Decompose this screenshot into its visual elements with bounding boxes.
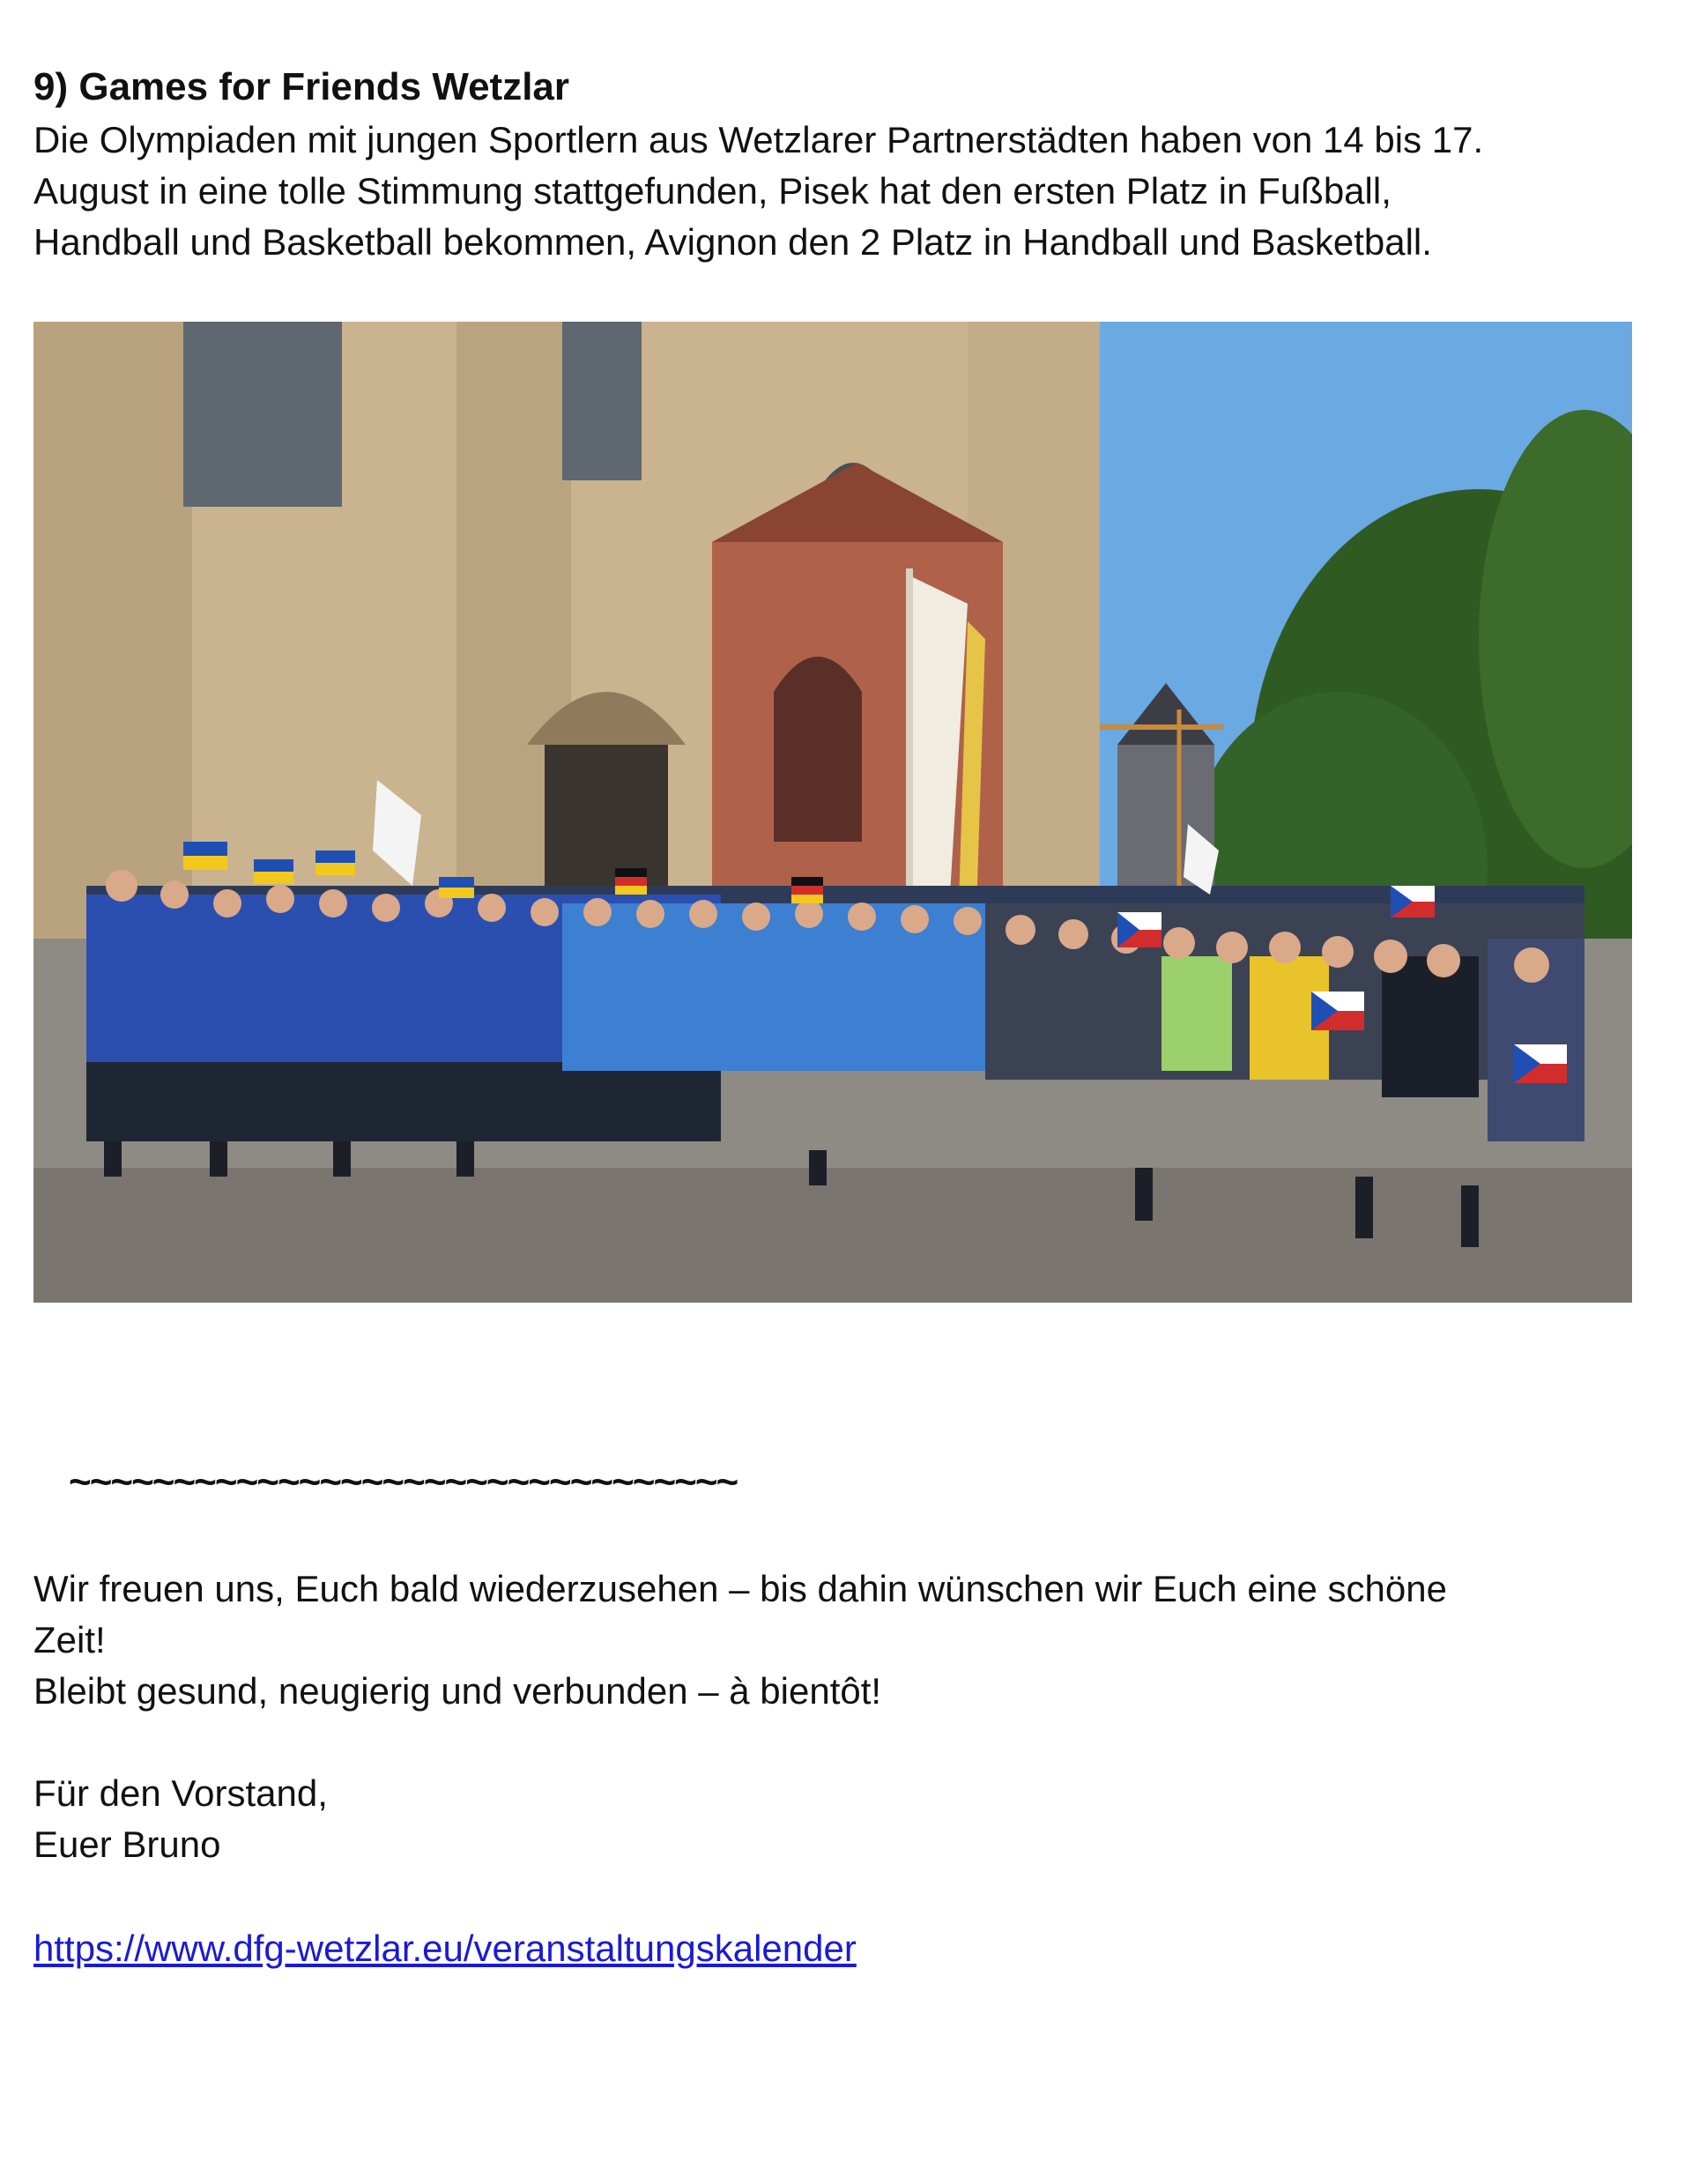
paragraph-line: Die Olympiaden mit jungen Sportlern aus Wetzlarer Partnerstädten haben von 14 bis 17. [33, 119, 1484, 160]
closing-line: Wir freuen uns, Euch bald wiederzusehen – bis dahin wünschen wir Euch eine schöne [33, 1568, 1447, 1609]
closing-line: Zeit! [33, 1619, 106, 1660]
event-photo-illustration [33, 322, 1632, 1303]
signature-line-2: Euer Bruno [33, 1824, 221, 1865]
signature-line-1: Für den Vorstand, [33, 1772, 328, 1814]
section-paragraph [33, 115, 1655, 268]
closing-line: Bleibt gesund, neugierig und verbunden – à bientôt! [33, 1670, 882, 1712]
event-photo [33, 322, 1632, 1303]
paragraph-line: Handball und Basketball bekommen, Avignon den 2 Platz in Handball und Basketball. [33, 221, 1432, 263]
section-divider: ~~~~~~~~~~~~~~~~~~~~~~~~~~~~~~~~ [69, 1460, 738, 1504]
calendar-link[interactable]: https://www.dfg-wetzlar.eu/veranstaltungskalender [33, 1928, 857, 1969]
signature [33, 1768, 328, 1870]
closing-text [33, 1564, 1655, 1717]
section-heading: 9) Games for Friends Wetzlar [33, 65, 570, 108]
paragraph-line: August in eine tolle Stimmung stattgefunden, Pisek hat den ersten Platz in Fußball, [33, 170, 1391, 212]
